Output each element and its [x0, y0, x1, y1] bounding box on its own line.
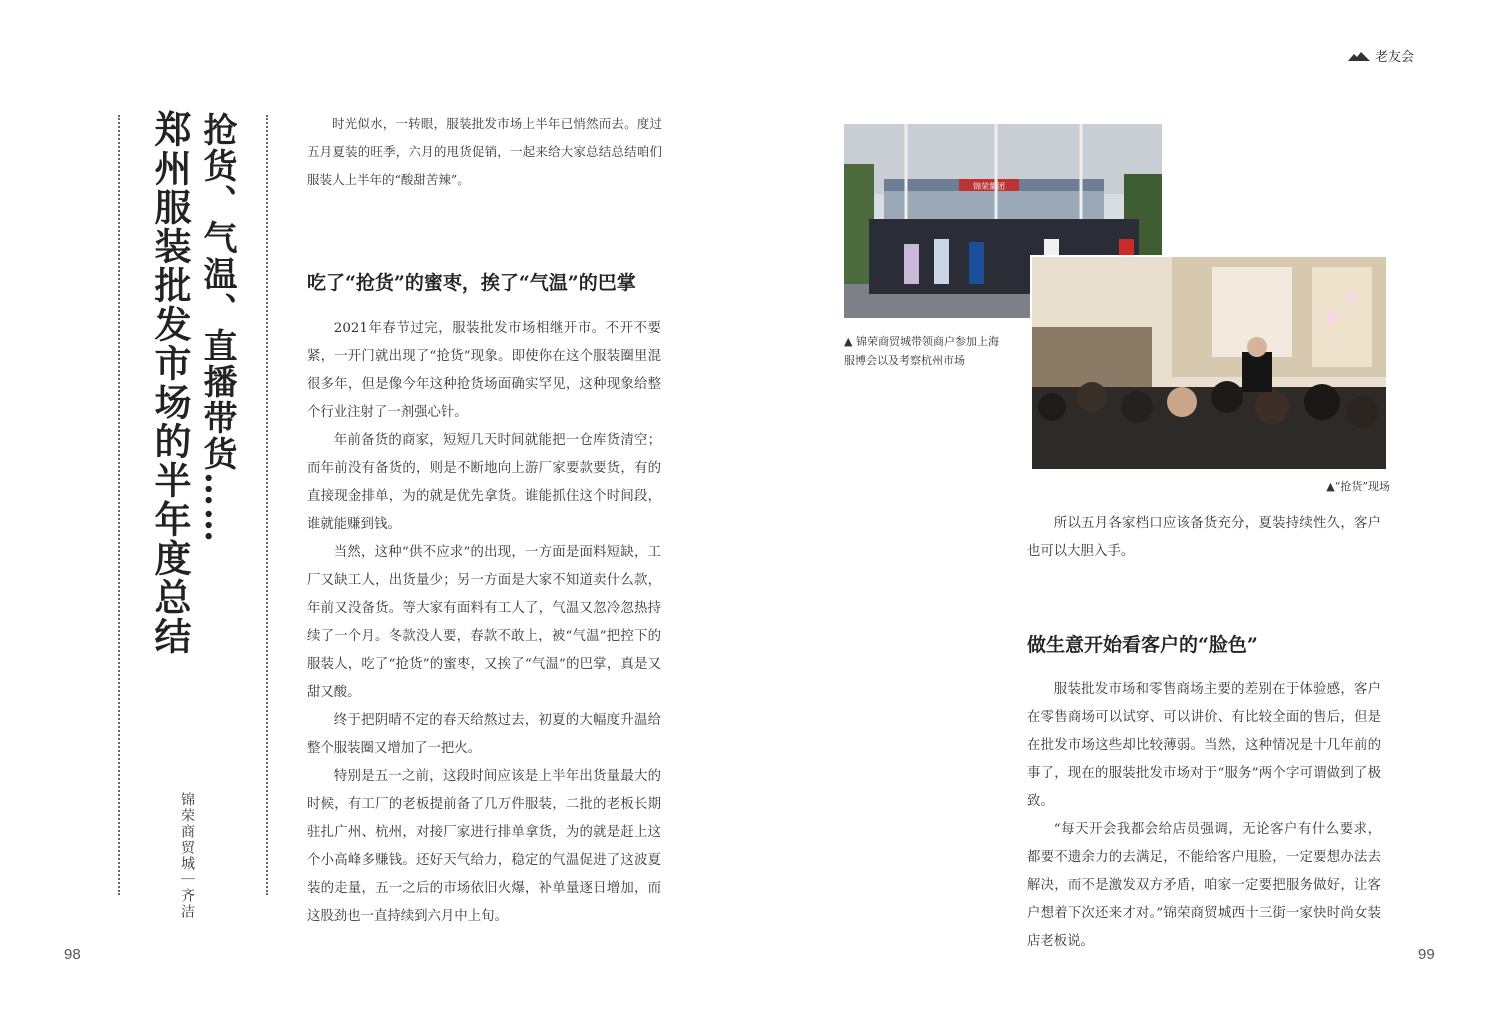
section1-paragraph: 2021年春节过完，服装批发市场相继开市。不开不要紧，一开门就出现了“抢货”现象。即使你在这个服装圈里混很多年，但是像今年这种抢货场面确实罕见，这种现象给整个行业注射了一剂强心针。 — [307, 321, 661, 420]
section2-heading: 做生意开始看客户的“脸色” — [1027, 634, 1258, 656]
section1-paragraph: 当然，这种“供不应求”的出现，一方面是面料短缺，工厂又缺工人，出货量少；另一方面是大家不知道卖什么款，年前又没备货。等大家有面料有工人了，气温又忽冷忽热持续了一个月。冬款没人要，春款不敢上，被“气温”把控下的服装人，吃了“抢货”的蜜枣，又挨了“气温”的巴掌，真是又甜又酸。 — [307, 545, 661, 700]
right-intro-paragraph — [1027, 510, 1381, 566]
article-subtitle: 抢货、气温、直播带货…… — [197, 112, 237, 544]
section1-paragraph: 年前备货的商家，短短几天时间就能把一仓库货清空；而年前没有备货的，则是不断地向上游厂家要款要货，有的直接现金排单，为的就是优先拿货。谁能抓住这个时间段，谁就能赚到钱。 — [307, 433, 661, 532]
right-intro-text: 所以五月各家档口应该备货充分，夏装持续性久，客户也可以大胆入手。 — [1027, 516, 1381, 559]
intro-paragraph — [307, 110, 662, 194]
photo2-caption: ▲“抢货”现场 — [1326, 480, 1390, 493]
section1-paragraph: 特别是五一之前，这段时间应该是上半年出货量最大的时候，有工厂的老板提前备了几万件服装，二批的老板长期驻扎广州、杭州，对接厂家进行排单拿货，为的就是赶上这个小高峰多赚钱。还好天气给力，稳定的气温促进了这波夏装的走量，五一之后的市场依旧火爆，补单量逐日增加，而这股劲也一直持续到六月中上旬。 — [307, 769, 661, 924]
article-title: 郑州服装批发市场的半年度总结 — [148, 110, 192, 656]
brand-header — [1348, 46, 1414, 65]
building-sign: 锦荣集团 — [973, 182, 1005, 191]
section2-paragraph: 服装批发市场和零售商场主要的差别在于体验感，客户在零售商场可以试穿、可以讲价、有比较全面的售后，但是在批发市场这些却比较薄弱。当然，这种情况是十几年前的事了，现在的服装批发市场对于“服务”两个字可谓做到了极致。 — [1027, 682, 1381, 809]
brand-name: 老友会 — [1375, 50, 1415, 65]
section1-heading: 吃了“抢货”的蜜枣，挨了“气温”的巴掌 — [307, 272, 636, 294]
section2-paragraph: “每天开会我都会给店员强调，无论客户有什么要求，都要不遗余力的去满足，不能给客户甩脸，一定要想办法去解决，而不是激发双方矛盾，咱家一定要把服务做好，让客户想着下次还来才对。”锦荣商贸城西十三街一家快时尚女装店老板说。 — [1027, 822, 1381, 949]
author-byline: 锦荣商贸城｜齐洁 — [179, 792, 195, 920]
title-divider-left — [118, 115, 120, 895]
mountain-logo-icon — [1348, 50, 1370, 62]
crowd-photo — [1030, 255, 1388, 471]
page-number-left: 98 — [64, 946, 81, 963]
title-divider-right — [266, 115, 268, 895]
section1-body — [307, 315, 661, 931]
intro-text: 时光似水，一转眼，服装批发市场上半年已悄然而去。度过五月夏装的旺季，六月的甩货促销，一起来给大家总结总结咱们服装人上半年的“酸甜苦辣”。 — [307, 116, 662, 187]
section2-body — [1027, 676, 1381, 956]
section1-paragraph: 终于把阴晴不定的春天给熬过去，初夏的大幅度升温给整个服装圈又增加了一把火。 — [307, 713, 661, 756]
photo1-caption: ▲ 锦荣商贸城带领商户参加上海服博会以及考察杭州市场 — [844, 335, 999, 367]
page-number-right: 99 — [1418, 946, 1435, 963]
